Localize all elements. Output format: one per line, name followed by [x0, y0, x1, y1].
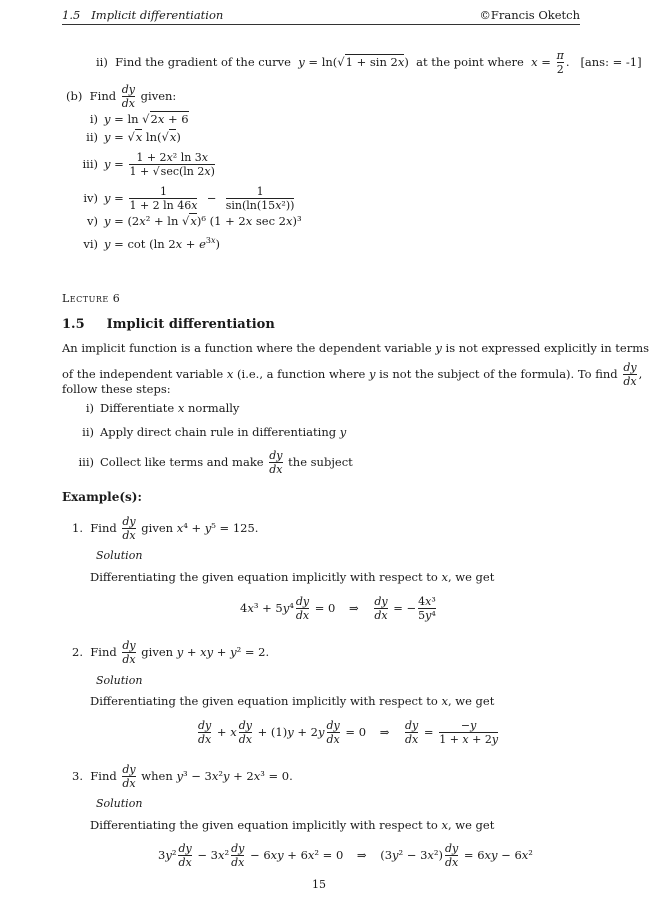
top-item-answer: [ans: = -1] — [580, 55, 642, 69]
header-author: ©Francis Oketch — [479, 8, 580, 22]
top-item-mid: at the point where — [416, 55, 524, 69]
page-number: 15 — [312, 878, 326, 891]
header-rule — [62, 24, 580, 25]
top-item-label: ii) — [96, 55, 108, 69]
b-item-3: iii) y = $\frac{\text{1 + 2x² ln 3x}}{1 + √\sec(\ln 2x)}$ — [82, 151, 215, 178]
intro-line-3: follow these steps: — [62, 382, 171, 396]
b-item-5: v) y = (2x² + ln √x)⁶ (1 + 2x sec 2x)³ — [87, 214, 302, 228]
step-3: iii) Collect like terms and make $\frac{dy}{dx}$ the subject — [78, 449, 353, 476]
example-3-solution: Solution — [96, 797, 143, 810]
lecture-label: Lecture 6 — [62, 292, 121, 305]
section-number: 1.5 — [62, 317, 85, 332]
top-item: ii) Find the gradient of the curve y = ln(√1 + sin 2x) at the point where x = $\frac{\pi}{2}$ . [ans: = -1] — [96, 49, 642, 76]
example-2-solution: Solution — [96, 674, 143, 687]
examples-heading: Example(s): — [62, 490, 142, 504]
intro-line-1: An implicit function is a function where the dependent variable y is not expressed explicitly in terms — [62, 341, 649, 355]
example-1-prompt: 1. Find $\frac{dy}{dx}$ given x⁴ + y⁵ = 125. — [72, 515, 259, 542]
part-b: (b) Find $\frac{dy}{dx}$ given: — [66, 83, 177, 110]
step-1: i) Differentiate x normally — [85, 401, 240, 415]
running-header — [62, 6, 580, 24]
example-2-prompt: 2. Find $\frac{dy}{dx}$ given y + xy + y² = 2. — [72, 639, 270, 666]
b-item-1: i) y = ln √2x + 6 — [89, 112, 189, 126]
top-item-text: Find the gradient of the curve — [115, 55, 291, 69]
example-3-prompt: 3. Find $\frac{dy}{dx}$ when y³ − 3x²y + 2x³ = 0. — [72, 763, 293, 790]
header-section — [62, 8, 223, 22]
intro-line-2: of the independent variable x (i.e., a function where y is not the subject of the formula). To find $\frac{dy}{dx}$ , — [62, 361, 643, 388]
example-2-note: Differentiating the given equation implicitly with respect to x, we get — [90, 694, 495, 708]
header-title: Implicit differentiation — [91, 8, 224, 22]
example-2-result: $\frac{dy}{dx}$ + x $\frac{dy}{dx}$ + (1)y + 2y $\frac{dy}{dx}$ = 0 ⇒ $\frac{dy}{dx}$ = $\frac{-y}{1 + x + 2y}$ — [198, 719, 499, 746]
section-title: Implicit differentiation — [106, 317, 275, 332]
example-1-note: Differentiating the given equation implicitly with respect to x, we get — [90, 570, 495, 584]
example-1-solution: Solution — [96, 549, 143, 562]
example-3-result: 3y² $\frac{dy}{dx}$ − 3x² $\frac{dy}{dx}$ − 6xy + 6x² = 0 ⇒ (3y² − 3x²) $\frac{dy}{dx}$ = 6xy − 6x² — [158, 842, 533, 869]
part-b-label: (b) — [66, 89, 83, 103]
b-item-6: vi) y = cot (ln $2x + e^{3x}$) — [83, 236, 221, 251]
example-1-result: 4x³ + 5y⁴ $\frac{dy}{dx}$ = 0 ⇒ $\frac{dy}{dx}$ = − $\frac{\text{4x³}}{\text{5y⁴}}$ — [240, 595, 436, 622]
b-item-4: iv) y = $\frac{1}{1 + 2 \ln 46x}$ − $\frac{1}{\text{sin(ln(15x²))}}$ — [83, 185, 295, 212]
b-item-2: ii) y = √x ln(√x) — [86, 130, 181, 144]
section-heading — [62, 317, 275, 332]
header-num: 1.5 — [62, 8, 81, 22]
part-b-text: Find — [89, 89, 117, 103]
example-3-note: Differentiating the given equation implicitly with respect to x, we get — [90, 818, 495, 832]
step-2: ii) Apply direct chain rule in differentiating y — [82, 425, 347, 439]
part-b-after: given: — [140, 89, 177, 103]
